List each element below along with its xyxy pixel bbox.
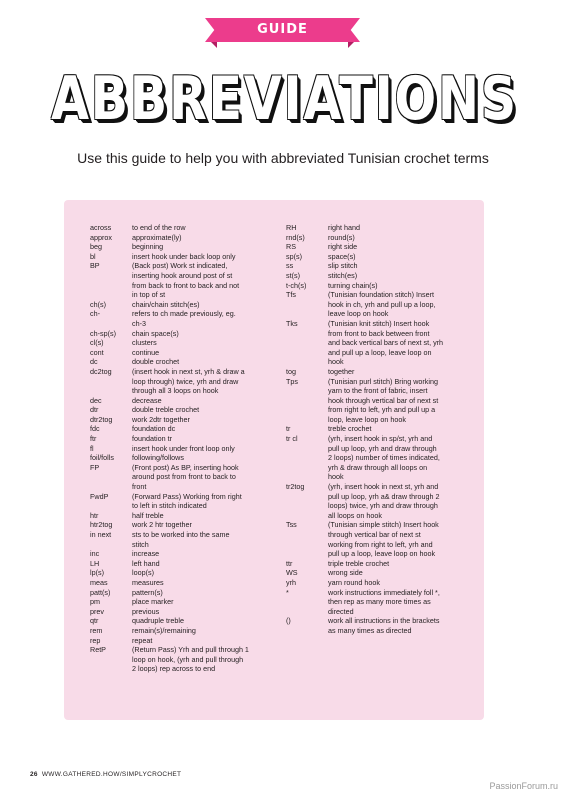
abbreviation-term: lp(s) <box>90 568 104 578</box>
abbreviation-entry <box>90 300 275 310</box>
abbreviation-term: ch-sp(s) <box>90 328 116 338</box>
abbreviations-right-column <box>286 223 466 636</box>
abbreviation-definition: insert hook under back loop only <box>132 251 236 261</box>
abbreviation-entry <box>90 309 275 328</box>
abbreviation-entry <box>90 520 275 530</box>
abbreviation-definition: (Front post) As BP, inserting hook around post from front to back to front <box>132 462 239 492</box>
abbreviation-definition: turning chain(s) <box>328 280 378 290</box>
abbreviation-entry <box>286 271 466 281</box>
abbreviation-entry <box>90 549 275 559</box>
abbreviation-entry <box>286 242 466 252</box>
abbreviation-term: meas <box>90 577 108 587</box>
abbreviation-entry <box>90 559 275 569</box>
abbreviation-definition: following/follows <box>132 453 184 463</box>
abbreviation-term: RS <box>286 242 296 252</box>
abbreviation-term: ch(s) <box>90 299 106 309</box>
abbreviation-entry <box>286 568 466 578</box>
footer-url: WWW.GATHERED.HOW/SIMPLYCROCHET <box>41 771 182 778</box>
abbreviation-entry <box>90 568 275 578</box>
abbreviation-term: Tss <box>286 520 297 530</box>
abbreviation-definition: (Return Pass) Yrh and pull through 1 loop on hook, (yrh and pull through 2 loops) rep across to end <box>132 645 249 674</box>
abbreviation-term: beg <box>90 242 102 252</box>
abbreviation-entry <box>286 281 466 291</box>
abbreviation-definition: (Forward Pass) Working from right to left in stitch indicated <box>132 491 242 511</box>
guide-banner <box>205 18 360 48</box>
abbreviation-term: inc <box>90 549 100 559</box>
abbreviation-definition: (Tunisian purl stitch) Bring working yarn to the front of fabric, insert hook through vertical bar of next st from right to left, yrh and pull up a loop, leave loop on hook <box>328 376 439 424</box>
abbreviation-entry <box>286 616 466 635</box>
abbreviation-entry <box>90 233 275 243</box>
abbreviation-definition: work 2dtr together <box>132 414 190 424</box>
abbreviation-definition: left hand <box>132 558 160 568</box>
abbreviation-term: dtr <box>90 405 99 415</box>
abbreviation-definition: clusters <box>132 338 157 348</box>
abbreviation-entry <box>286 223 466 233</box>
abbreviation-term: pm <box>90 597 100 607</box>
abbreviation-term: yrh <box>286 577 296 587</box>
abbreviation-definition: refers to ch made previously, eg. ch-3 <box>132 309 236 328</box>
abbreviation-term: htr2tog <box>90 520 113 530</box>
abbreviation-term: fdc <box>90 424 100 434</box>
abbreviation-definition: double crochet <box>132 357 180 367</box>
banner-fold-left <box>211 42 217 48</box>
abbreviation-term: qtr <box>90 616 99 626</box>
abbreviation-term: htr <box>90 510 99 520</box>
page-footer <box>30 771 181 778</box>
abbreviation-entry <box>286 520 466 558</box>
abbreviation-entry <box>286 367 466 377</box>
abbreviation-term: cont <box>90 347 104 357</box>
abbreviation-definition: repeat <box>132 635 153 645</box>
abbreviation-entry <box>90 424 275 434</box>
abbreviation-definition: to end of the row <box>132 223 186 232</box>
abbreviation-definition: work 2 htr together <box>132 520 192 530</box>
abbreviation-term: in next <box>90 530 112 539</box>
abbreviation-term: Tks <box>286 318 298 328</box>
page-subtitle: Use this guide to help you with abbreviated Tunisian crochet terms <box>77 150 489 166</box>
abbreviation-entry <box>90 223 275 233</box>
abbreviation-entry <box>286 261 466 271</box>
abbreviation-term: t-ch(s) <box>286 280 307 290</box>
watermark: PassionForum.ru <box>489 781 558 791</box>
abbreviation-term: ftr <box>90 434 97 444</box>
abbreviation-term: prev <box>90 606 104 616</box>
abbreviation-entry <box>90 396 275 406</box>
abbreviation-entry <box>286 434 466 482</box>
abbreviation-definition: slip stitch <box>328 261 358 271</box>
abbreviation-term: RH <box>286 223 297 232</box>
abbreviation-entry <box>90 511 275 521</box>
abbreviation-entry <box>90 607 275 617</box>
abbreviation-entry <box>286 319 466 367</box>
abbreviation-term: ch- <box>90 309 100 319</box>
abbreviation-term: * <box>286 587 289 597</box>
abbreviation-definition: treble crochet <box>328 424 372 434</box>
abbreviation-entry <box>90 463 275 492</box>
abbreviation-term: BP <box>90 261 100 271</box>
abbreviation-term: dc2tog <box>90 366 112 376</box>
abbreviation-term: rnd(s) <box>286 232 305 242</box>
abbreviation-entry <box>90 329 275 339</box>
banner-label: GUIDE <box>257 22 308 37</box>
abbreviation-entry <box>90 261 275 299</box>
abbreviation-term: cl(s) <box>90 338 104 348</box>
abbreviation-term: dc <box>90 357 98 367</box>
abbreviation-entry <box>90 578 275 588</box>
abbreviation-definition: quadruple treble <box>132 616 184 626</box>
abbreviation-definition: measures <box>132 577 164 587</box>
abbreviation-term: Tfs <box>286 290 296 300</box>
abbreviation-entry <box>286 290 466 319</box>
abbreviation-definition: previous <box>132 606 160 616</box>
abbreviation-definition: work instructions immediately foll *, then rep as many more times as directed <box>328 587 440 616</box>
abbreviation-term: rep <box>90 635 101 645</box>
abbreviation-term: ttr <box>286 558 293 568</box>
abbreviation-term: WS <box>286 568 298 578</box>
abbreviation-definition: (Tunisian knit stitch) Insert hook from front to back between front and back vertical bars of next st, yrh and pull up a loop, leave loop on hook <box>328 318 444 367</box>
abbreviation-definition: half treble <box>132 510 164 520</box>
abbreviation-term: sp(s) <box>286 251 302 261</box>
abbreviation-definition: right hand <box>328 223 360 232</box>
abbreviation-entry <box>286 252 466 262</box>
abbreviation-term: () <box>286 616 291 626</box>
abbreviation-term: bl <box>90 251 96 261</box>
abbreviation-definition: loop(s) <box>132 568 154 578</box>
abbreviation-entry <box>90 405 275 415</box>
abbreviation-definition: approximate(ly) <box>132 232 182 242</box>
abbreviation-definition: triple treble crochet <box>328 558 390 568</box>
banner-fold-right <box>348 42 354 48</box>
abbreviation-entry <box>90 415 275 425</box>
abbreviation-term: st(s) <box>286 270 300 280</box>
abbreviation-entry <box>286 233 466 243</box>
abbreviation-term: LH <box>90 558 100 568</box>
abbreviation-term: dtr2tog <box>90 414 113 424</box>
abbreviation-definition: round(s) <box>328 232 355 242</box>
abbreviation-term: tr <box>286 424 291 434</box>
abbreviation-definition: (insert hook in next st, yrh & draw a loop through) twice, yrh and draw through all 3 loops on hook <box>132 366 245 396</box>
abbreviation-definition: decrease <box>132 395 162 405</box>
abbreviation-entry <box>286 482 466 520</box>
abbreviation-term: rem <box>90 625 103 635</box>
abbreviation-entry <box>90 338 275 348</box>
abbreviation-term: Tps <box>286 376 298 386</box>
page-number: 26 <box>30 771 38 778</box>
abbreviation-term: fl <box>90 443 94 453</box>
abbreviation-entry <box>90 367 275 396</box>
abbreviation-definition: remain(s)/remaining <box>132 625 196 635</box>
abbreviation-definition: together <box>328 366 355 376</box>
abbreviations-left-column <box>90 223 275 674</box>
abbreviation-entry <box>286 377 466 425</box>
abbreviation-entry <box>90 597 275 607</box>
abbreviation-term: RetP <box>90 645 106 655</box>
abbreviation-entry <box>90 616 275 626</box>
page-title: ABBREVIATIONS <box>50 64 518 134</box>
abbreviation-entry <box>90 348 275 358</box>
abbreviation-entry <box>90 492 275 511</box>
abbreviation-entry <box>90 242 275 252</box>
abbreviation-definition: yarn round hook <box>328 577 380 587</box>
abbreviation-entry <box>90 252 275 262</box>
abbreviation-entry <box>286 578 466 588</box>
abbreviation-entry <box>286 424 466 434</box>
abbreviation-definition: (Tunisian foundation stitch) Insert hook in ch, yrh and pull up a loop, leave loop on hook <box>328 290 436 319</box>
abbreviation-definition: beginning <box>132 242 164 252</box>
abbreviation-term: approx <box>90 232 112 242</box>
abbreviation-definition: double treble crochet <box>132 405 200 415</box>
abbreviation-term: ss <box>286 261 294 271</box>
abbreviation-entry <box>90 626 275 636</box>
abbreviation-term: FP <box>90 462 100 472</box>
abbreviation-entry <box>90 530 275 549</box>
abbreviation-entry <box>286 588 466 617</box>
abbreviation-term: tr2tog <box>286 482 305 492</box>
abbreviation-entry <box>90 357 275 367</box>
abbreviation-definition: (yrh, insert hook in sp/st, yrh and pull up loop, yrh and draw through 2 loops) number of times indicated, yrh & draw through all loops on hook <box>328 434 440 482</box>
abbreviation-entry <box>90 636 275 646</box>
abbreviation-definition: place marker <box>132 597 174 607</box>
abbreviation-term: tr cl <box>286 434 298 444</box>
abbreviation-definition: work all instructions in the brackets as many times as directed <box>328 616 440 635</box>
abbreviation-term: across <box>90 223 112 232</box>
abbreviation-definition: insert hook under front loop only <box>132 443 235 453</box>
abbreviation-definition: increase <box>132 549 160 559</box>
abbreviation-definition: (Back post) Work st indicated, inserting hook around post of st from back to front to back and not in top of st <box>132 261 240 300</box>
abbreviation-definition: sts to be worked into the same stitch <box>132 530 230 549</box>
abbreviation-definition: right side <box>328 242 358 252</box>
abbreviation-entry <box>90 645 275 674</box>
abbreviation-definition: foundation tr <box>132 434 172 444</box>
abbreviation-definition: chain/chain stitch(es) <box>132 299 200 309</box>
abbreviation-term: dec <box>90 395 102 405</box>
abbreviation-definition: (Tunisian simple stitch) Insert hook through vertical bar of next st working from right to left, yrh and pull up a loop, leave loop on hook <box>328 520 439 559</box>
abbreviation-definition: pattern(s) <box>132 587 163 597</box>
abbreviation-entry <box>90 434 275 444</box>
abbreviation-definition: chain space(s) <box>132 328 179 338</box>
abbreviation-definition: stitch(es) <box>328 270 358 280</box>
abbreviation-entry <box>90 588 275 598</box>
abbreviation-term: tog <box>286 366 296 376</box>
abbreviation-definition: wrong side <box>328 568 363 578</box>
abbreviation-definition: (yrh, insert hook in next st, yrh and pull up loop, yrh a& draw through 2 loops) twice, yrh and draw through all loops on hook <box>328 482 440 520</box>
abbreviation-term: foil/folls <box>90 453 114 463</box>
abbreviation-entry <box>286 559 466 569</box>
abbreviation-definition: foundation dc <box>132 424 176 434</box>
abbreviation-term: FwdP <box>90 491 109 501</box>
abbreviation-term: patt(s) <box>90 587 111 597</box>
abbreviation-entry <box>90 453 275 463</box>
abbreviation-definition: continue <box>132 347 160 357</box>
abbreviation-definition: space(s) <box>328 251 356 261</box>
abbreviation-entry <box>90 444 275 454</box>
